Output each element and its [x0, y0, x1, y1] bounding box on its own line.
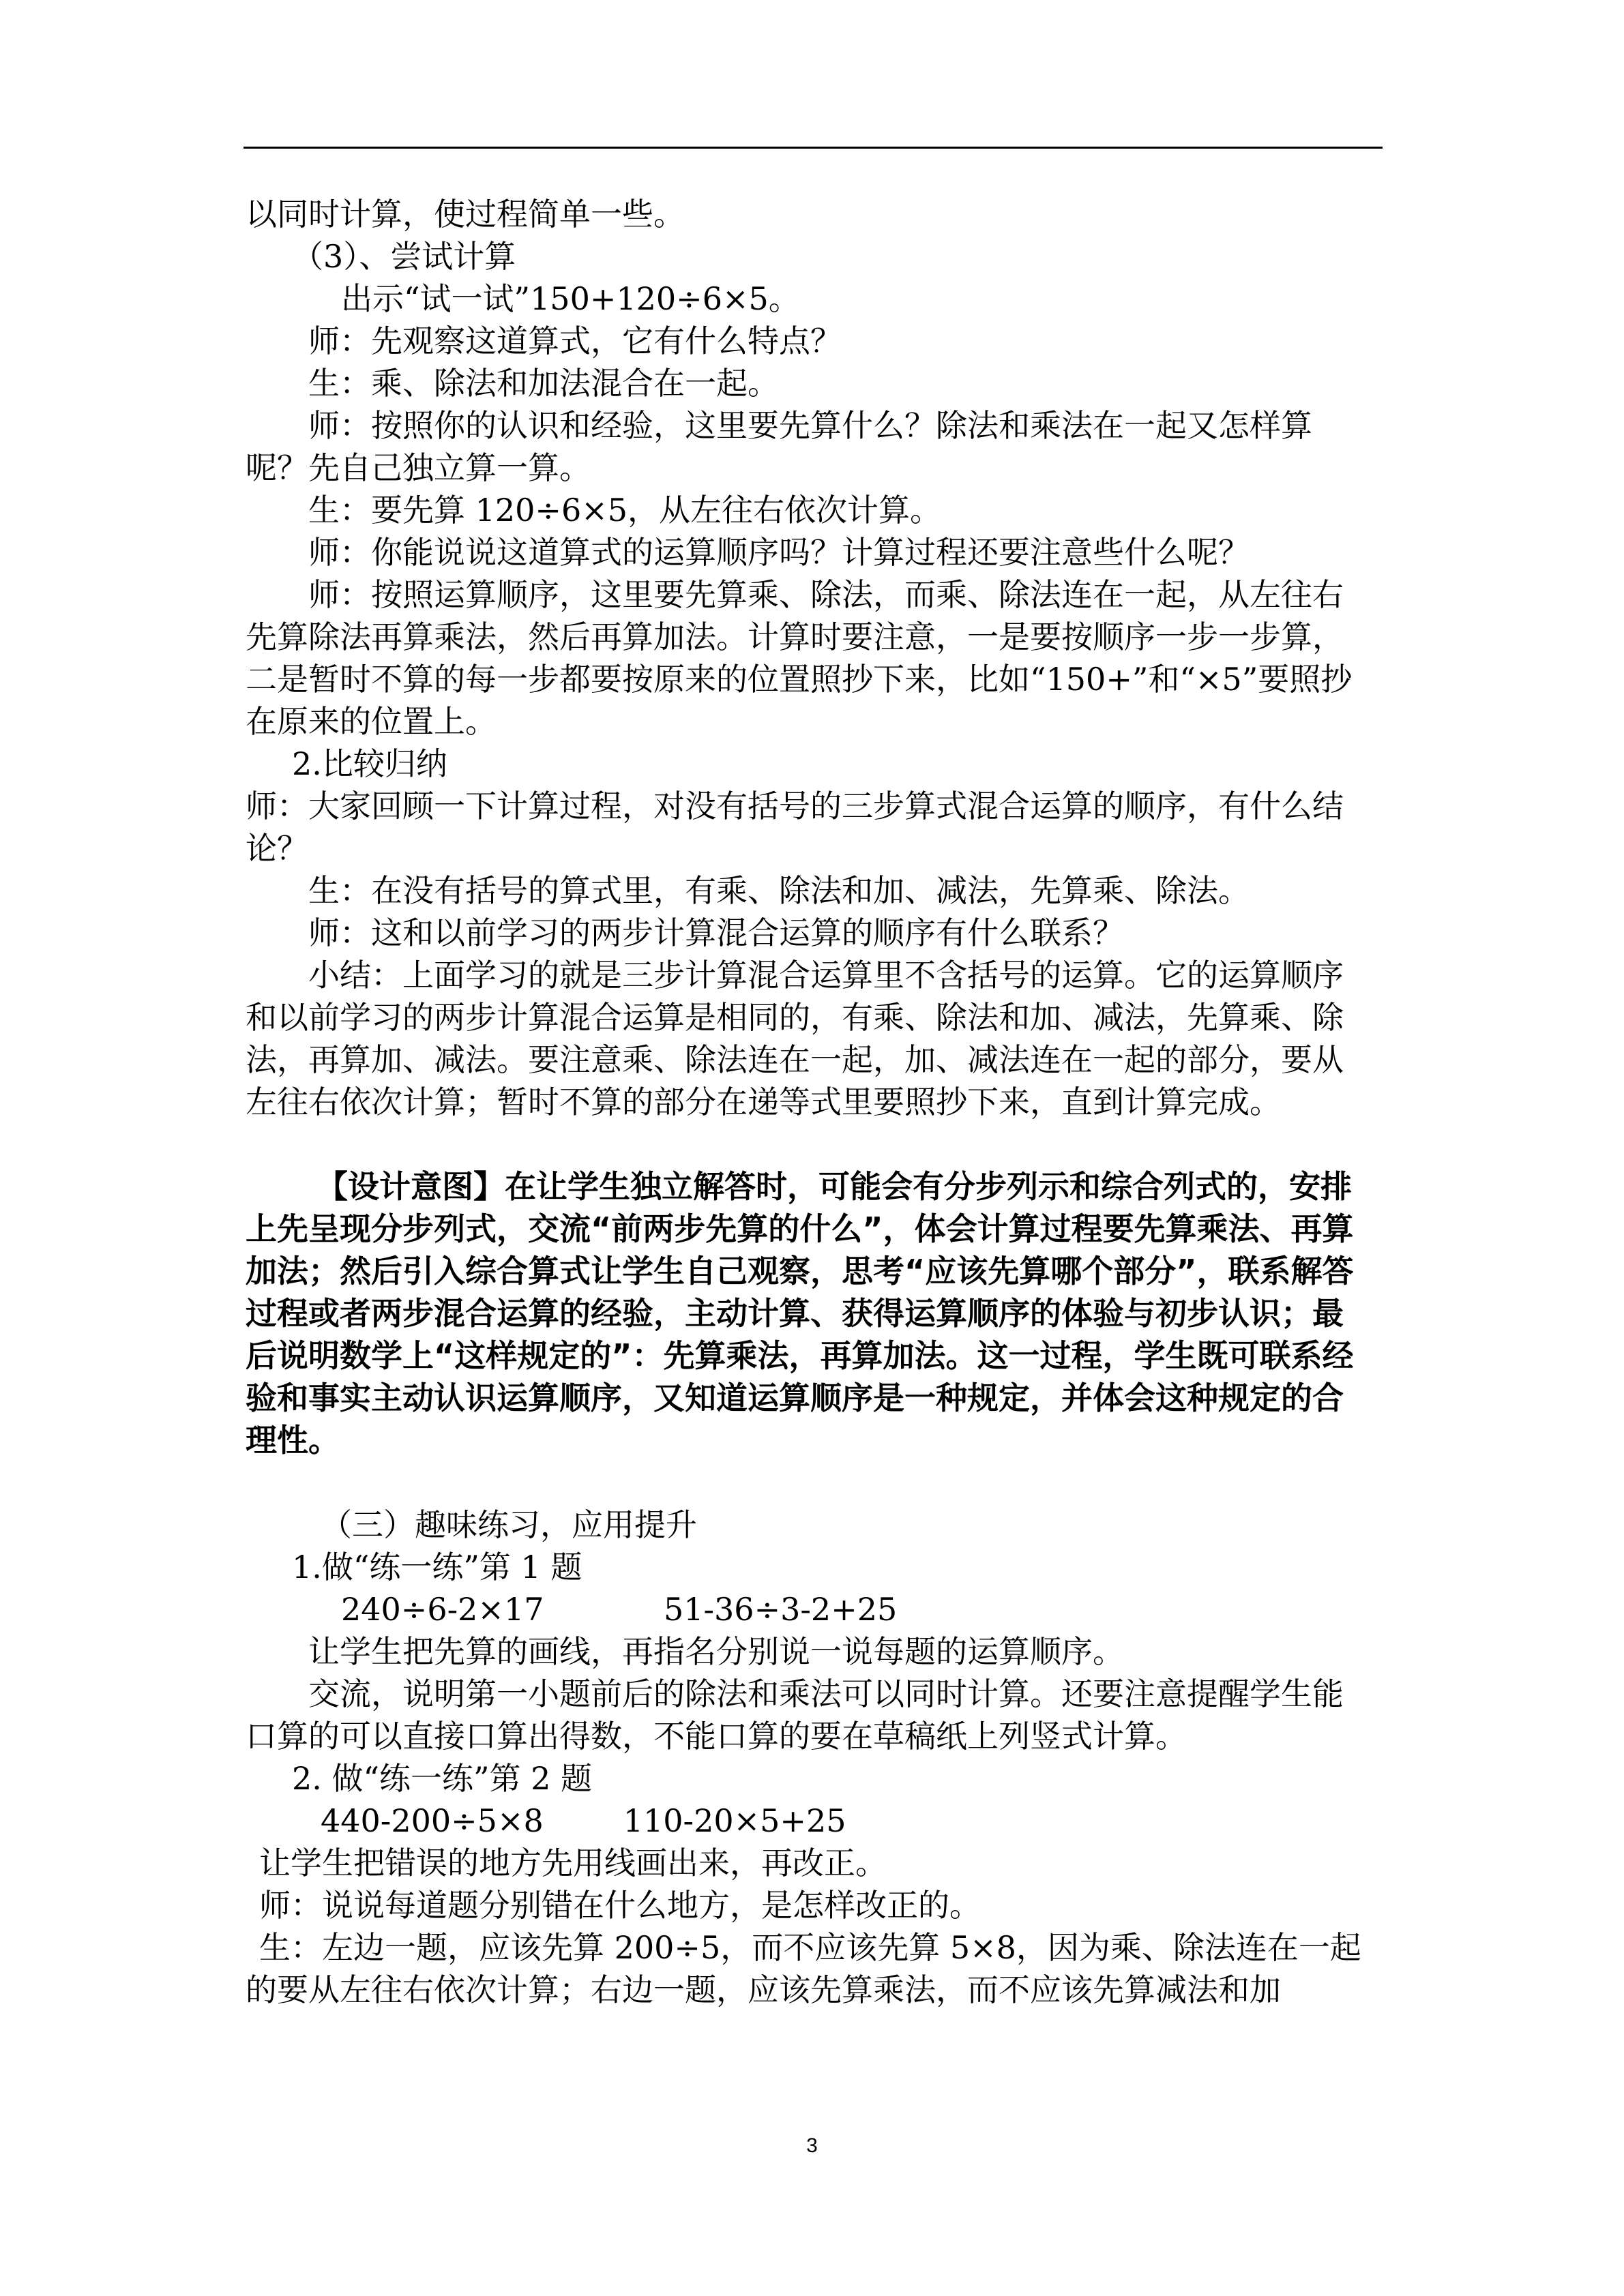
- paragraph: 师：按照运算顺序，这里要先算乘、除法，而乘、除法连在一起，从左往右先算除法再算乘法，然后再算加法。计算时要注意，一是要按顺序一步一步算，二是暂时不算的每一步都要按原来的位置照抄下来，比如“150+”和“×5”要照抄在原来的位置上。: [246, 576, 1353, 740]
- paragraph: 生：左边一题，应该先算 200÷5，而不应该先算 5×8，因为乘、除法连在一起的要从左往右依次计算；右边一题，应该先算乘法，而不应该先算减法和加: [246, 1929, 1361, 2008]
- paragraph: 让学生把先算的画线，再指名分别说一说每题的运算顺序。: [308, 1633, 1124, 1670]
- paragraph: 生：在没有括号的算式里，有乘、除法和加、减法，先算乘、除法。: [308, 872, 1250, 909]
- exercise-formulas: 440-200÷5×8 110-20×5+25: [321, 1802, 846, 1839]
- paragraph: 出示“试一试”150+120÷6×5。: [341, 280, 800, 317]
- header-rule: [243, 147, 1383, 149]
- exercise-heading: 2. 做“练一练”第 2 题: [292, 1760, 593, 1797]
- paragraph: 生：乘、除法和加法混合在一起。: [308, 365, 779, 402]
- summary-paragraph: 小结：上面学习的就是三步计算混合运算里不含括号的运算。它的运算顺序和以前学习的两步计算混合运算是相同的，有乘、除法和加、减法，先算乘、除法，再算加、减法。要注意乘、除法连在一起，加、减法连在一起的部分，要从左往右依次计算；暂时不算的部分在递等式里要照抄下来，直到计算完成。: [246, 957, 1344, 1120]
- paragraph: 师：说说每道题分别错在什么地方，是怎样改正的。: [259, 1887, 981, 1924]
- paragraph: 以同时计算，使过程简单一些。: [246, 196, 685, 233]
- section-heading: 2.比较归纳: [292, 745, 447, 782]
- paragraph: 生：要先算 120÷6×5，从左往右依次计算。: [308, 492, 942, 528]
- paragraph: 师：先观察这道算式，它有什么特点？: [308, 323, 842, 359]
- paragraph: 交流，说明第一小题前后的除法和乘法可以同时计算。还要注意提醒学生能口算的可以直接口算出得数，不能口算的要在草稿纸上列竖式计算。: [246, 1675, 1344, 1755]
- exercise-heading: 1.做“练一练”第 1 题: [292, 1549, 582, 1585]
- spacer: [246, 1461, 1364, 1504]
- page-number: 3: [806, 2134, 818, 2157]
- section-heading: （3）、尝试计算: [292, 238, 516, 275]
- design-intent-paragraph: 【设计意图】在让学生独立解答时，可能会有分步列示和综合列式的，安排上先呈现分步列式，交流“前两步先算的什么”，体会计算过程要先算乘法、再算加法；然后引入综合算式让学生自己观察，思考“应该先算哪个部分”，联系解答过程或者两步混合运算的经验，主动计算、获得运算顺序的体验与初步认识；最后说明数学上“这样规定的”：先算乘法，再算加法。这一过程，学生既可联系经验和事实主动认识运算顺序，又知道运算顺序是一种规定，并体会这种规定的合理性。: [246, 1168, 1354, 1459]
- paragraph: 师：你能说说这道算式的运算顺序吗？计算过程还要注意些什么呢？: [308, 534, 1250, 571]
- paragraph: 师：大家回顾一下计算过程，对没有括号的三步算式混合运算的顺序，有什么结论？: [246, 788, 1344, 867]
- paragraph: 师：按照你的认识和经验，这里要先算什么？除法和乘法在一起又怎样算呢？先自己独立算一算。: [246, 407, 1312, 486]
- spacer: [246, 1123, 1364, 1165]
- page-body: [246, 193, 1364, 2011]
- exercise-formulas: 240÷6-2×17 51-36÷3-2+25: [341, 1591, 898, 1628]
- paragraph: 师：这和以前学习的两步计算混合运算的顺序有什么联系？: [308, 914, 1124, 951]
- paragraph: 让学生把错误的地方先用线画出来，再改正。: [259, 1845, 887, 1881]
- section-heading: （三）趣味练习，应用提升: [321, 1506, 697, 1543]
